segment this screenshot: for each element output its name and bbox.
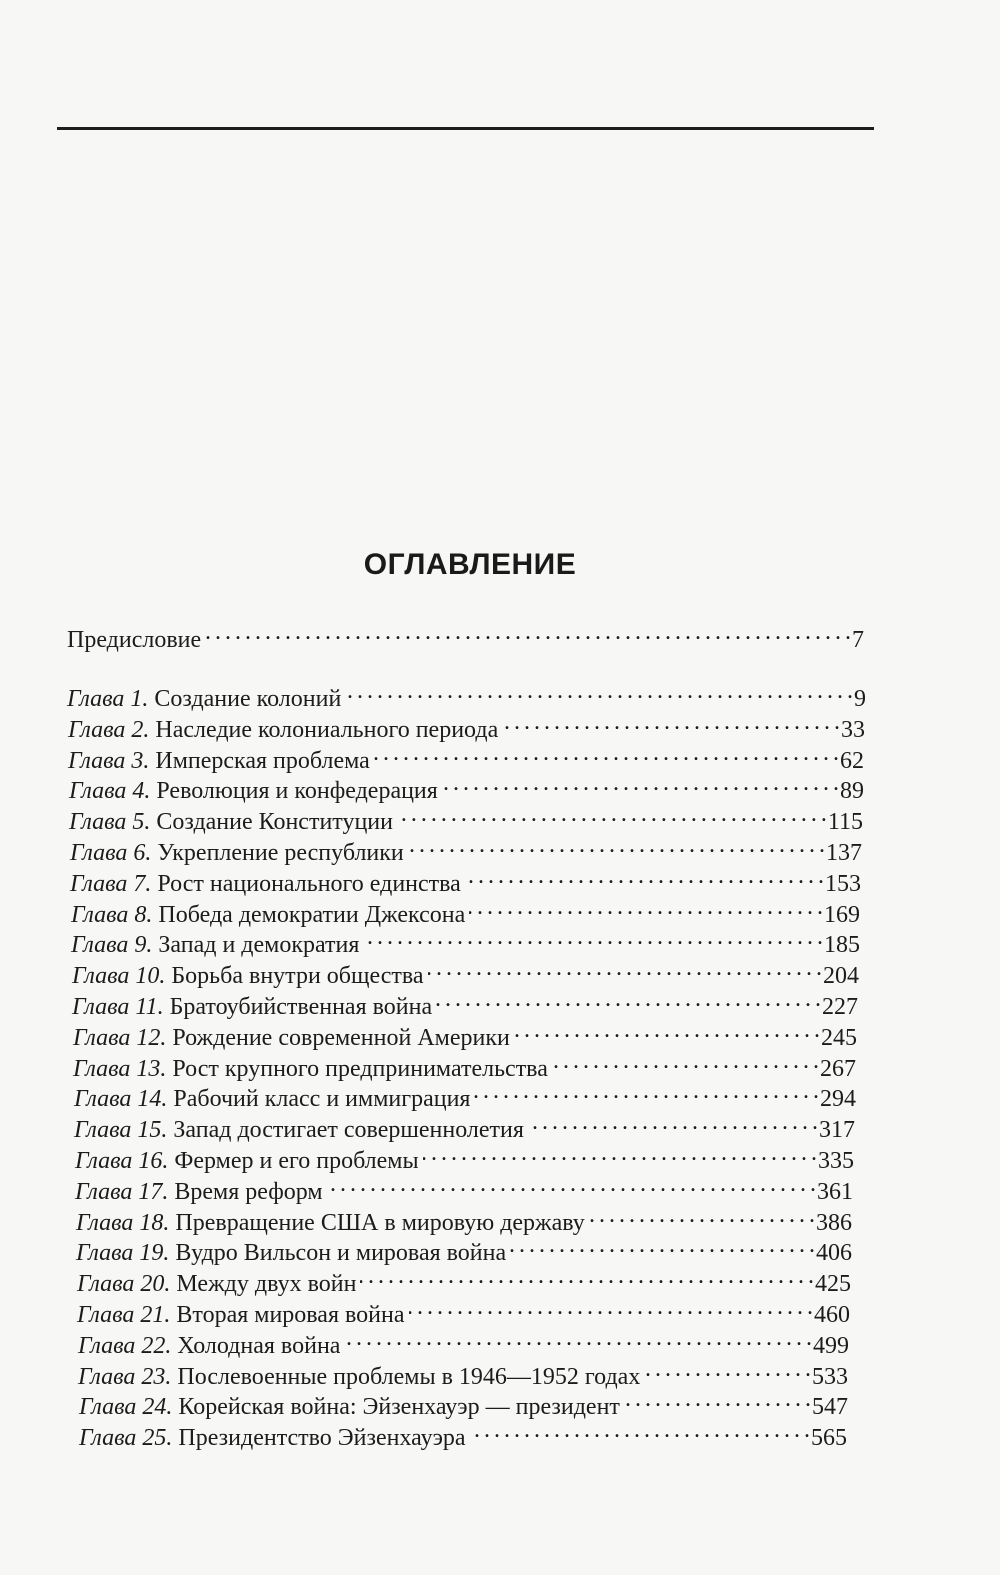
dot-leader xyxy=(510,1230,814,1260)
chapter-label: Глава 16. xyxy=(75,1148,169,1174)
chapter-label: Глава 4. xyxy=(69,778,151,804)
chapter-title: Победа демократии Джексона xyxy=(158,902,466,928)
chapter-page: 9 xyxy=(854,686,866,712)
chapter-title: Создание колоний xyxy=(154,686,342,712)
chapter-title: Послевоенные проблемы в 1946—1952 годах xyxy=(177,1364,641,1390)
toc-entry-chapter[interactable] xyxy=(73,1015,857,1051)
chapter-title: Президентство Эйзенхауэра xyxy=(178,1425,466,1451)
chapter-label: Глава 18. xyxy=(76,1210,170,1236)
chapter-title: Запад и демократия xyxy=(158,932,360,958)
chapter-label: Глава 1. xyxy=(67,686,149,712)
chapter-label: Глава 15. xyxy=(74,1117,168,1143)
chapter-title: Борьба внутри общества xyxy=(171,963,424,989)
toc-entry-chapter[interactable] xyxy=(78,1323,849,1359)
chapter-label: Глава 14. xyxy=(74,1086,168,1112)
chapter-label: Глава 5. xyxy=(69,809,151,835)
toc-entry-chapter[interactable] xyxy=(77,1261,851,1297)
dot-leader xyxy=(363,922,822,952)
toc-entry-chapter[interactable] xyxy=(68,738,864,774)
chapter-page: 335 xyxy=(818,1148,854,1174)
chapter-label: Глава 13. xyxy=(73,1056,167,1082)
dot-leader xyxy=(409,1292,812,1322)
chapter-label: Глава 10. xyxy=(72,963,166,989)
toc-entry-chapter[interactable] xyxy=(73,1046,856,1082)
dot-leader xyxy=(428,953,821,983)
chapter-title: Наследие колониального периода xyxy=(155,717,499,743)
chapter-label: Глава 22. xyxy=(78,1333,172,1359)
dot-leader xyxy=(205,617,850,647)
chapter-title: Время реформ xyxy=(174,1179,323,1205)
chapter-label: Глава 20. xyxy=(77,1271,171,1297)
chapter-title: Братоубийственная война xyxy=(169,994,433,1020)
chapter-title: Вудро Вильсон и мировая война xyxy=(175,1240,507,1266)
toc-entry-chapter[interactable] xyxy=(79,1384,848,1420)
chapter-page: 460 xyxy=(814,1302,850,1328)
dot-leader xyxy=(589,1200,814,1230)
toc-entry-chapter[interactable] xyxy=(71,922,860,958)
chapter-label: Глава 8. xyxy=(71,902,153,928)
chapter-page: 137 xyxy=(826,840,862,866)
chapter-title: Рост крупного предпринимательства xyxy=(172,1056,548,1082)
dot-leader xyxy=(474,1076,818,1106)
toc-entry-chapter[interactable] xyxy=(70,861,861,897)
toc-entry-chapter[interactable] xyxy=(71,892,860,928)
dot-leader xyxy=(469,892,822,922)
dot-leader xyxy=(327,1169,815,1199)
dot-leader xyxy=(408,830,824,860)
chapter-page: 425 xyxy=(815,1271,851,1297)
chapter-page: 227 xyxy=(822,994,858,1020)
chapter-title: Рабочий класс и иммиграция xyxy=(173,1086,471,1112)
chapter-page: 565 xyxy=(811,1425,847,1451)
chapter-title: Рост национального единства xyxy=(157,871,461,897)
chapter-page: 386 xyxy=(816,1210,852,1236)
chapter-page: 499 xyxy=(813,1333,849,1359)
toc-entry-foreword[interactable] xyxy=(67,617,864,653)
dot-leader xyxy=(374,738,838,768)
toc-entry-chapter[interactable] xyxy=(72,953,859,989)
chapter-title: Холодная война xyxy=(177,1333,341,1359)
toc-entry-chapter[interactable] xyxy=(69,768,864,804)
toc-entry-chapter[interactable] xyxy=(75,1169,853,1205)
chapter-page: 317 xyxy=(819,1117,855,1143)
chapter-page: 267 xyxy=(820,1056,856,1082)
entry-title: Предисловие xyxy=(67,627,202,653)
chapter-label: Глава 3. xyxy=(68,748,150,774)
dot-leader xyxy=(423,1138,816,1168)
chapter-page: 89 xyxy=(840,778,864,804)
chapter-title: Запад достигает совершеннолетия xyxy=(173,1117,524,1143)
dot-leader xyxy=(470,1415,809,1445)
toc-entry-chapter[interactable] xyxy=(78,1354,848,1390)
chapter-page: 533 xyxy=(812,1364,848,1390)
chapter-label: Глава 25. xyxy=(79,1425,173,1451)
chapter-label: Глава 12. xyxy=(73,1025,167,1051)
chapter-page: 153 xyxy=(825,871,861,897)
dot-leader xyxy=(514,1015,819,1045)
dot-leader xyxy=(344,1323,811,1353)
toc-entry-chapter[interactable] xyxy=(74,1076,856,1112)
chapter-label: Глава 2. xyxy=(68,717,150,743)
chapter-label: Глава 17. xyxy=(75,1179,169,1205)
toc-entry-chapter[interactable] xyxy=(70,830,862,866)
chapter-page: 547 xyxy=(812,1394,848,1420)
chapter-title: Рождение современной Америки xyxy=(172,1025,510,1051)
chapter-page: 62 xyxy=(840,748,864,774)
toc-entry-chapter[interactable] xyxy=(75,1138,854,1174)
dot-leader xyxy=(552,1046,818,1076)
dot-leader xyxy=(502,707,839,737)
toc-entry-chapter[interactable] xyxy=(79,1415,847,1451)
dot-leader xyxy=(644,1354,810,1384)
chapter-title: Революция и конфедерация xyxy=(156,778,438,804)
toc-entry-chapter[interactable] xyxy=(76,1230,852,1266)
chapter-label: Глава 19. xyxy=(76,1240,170,1266)
chapter-label: Глава 21. xyxy=(77,1302,171,1328)
entry-page: 7 xyxy=(852,627,864,653)
chapter-page: 185 xyxy=(824,932,860,958)
dot-leader xyxy=(624,1384,810,1414)
page-title: ОГЛАВЛЕНИЕ xyxy=(363,548,577,581)
dot-leader xyxy=(436,984,820,1014)
chapter-title: Фермер и его проблемы xyxy=(174,1148,419,1174)
toc-entry-chapter[interactable] xyxy=(76,1200,852,1236)
chapter-page: 169 xyxy=(824,902,860,928)
toc-entry-chapter[interactable] xyxy=(77,1292,850,1328)
chapter-page: 204 xyxy=(823,963,859,989)
toc-entry-chapter[interactable] xyxy=(68,707,865,743)
chapter-page: 361 xyxy=(817,1179,853,1205)
chapter-page: 33 xyxy=(841,717,865,743)
chapter-title: Вторая мировая война xyxy=(176,1302,405,1328)
toc-entry-chapter[interactable] xyxy=(74,1107,855,1143)
chapter-label: Глава 9. xyxy=(71,932,153,958)
chapter-title: Создание Конституции xyxy=(156,809,393,835)
dot-leader xyxy=(528,1107,817,1137)
chapter-title: Имперская проблема xyxy=(155,748,370,774)
chapter-page: 406 xyxy=(816,1240,852,1266)
dot-leader xyxy=(397,799,826,829)
toc-entry-chapter[interactable] xyxy=(69,799,863,835)
chapter-title: Превращение США в мировую державу xyxy=(175,1210,585,1236)
chapter-page: 115 xyxy=(827,809,863,835)
chapter-label: Глава 24. xyxy=(79,1394,173,1420)
chapter-label: Глава 6. xyxy=(70,840,152,866)
chapter-title: Между двух войн xyxy=(176,1271,357,1297)
toc-entry-chapter[interactable] xyxy=(67,676,866,712)
chapter-label: Глава 7. xyxy=(70,871,152,897)
dot-leader xyxy=(345,676,852,706)
chapter-title: Корейская война: Эйзенхауэр — президент xyxy=(178,1394,620,1420)
chapter-page: 294 xyxy=(820,1086,856,1112)
dot-leader xyxy=(360,1261,813,1291)
toc-entry-chapter[interactable] xyxy=(72,984,858,1020)
dot-leader xyxy=(465,861,823,891)
dot-leader xyxy=(442,768,838,798)
chapter-label: Глава 23. xyxy=(78,1364,172,1390)
chapter-title: Укрепление республики xyxy=(157,840,404,866)
chapter-label: Глава 11. xyxy=(72,994,164,1020)
chapter-page: 245 xyxy=(821,1025,857,1051)
